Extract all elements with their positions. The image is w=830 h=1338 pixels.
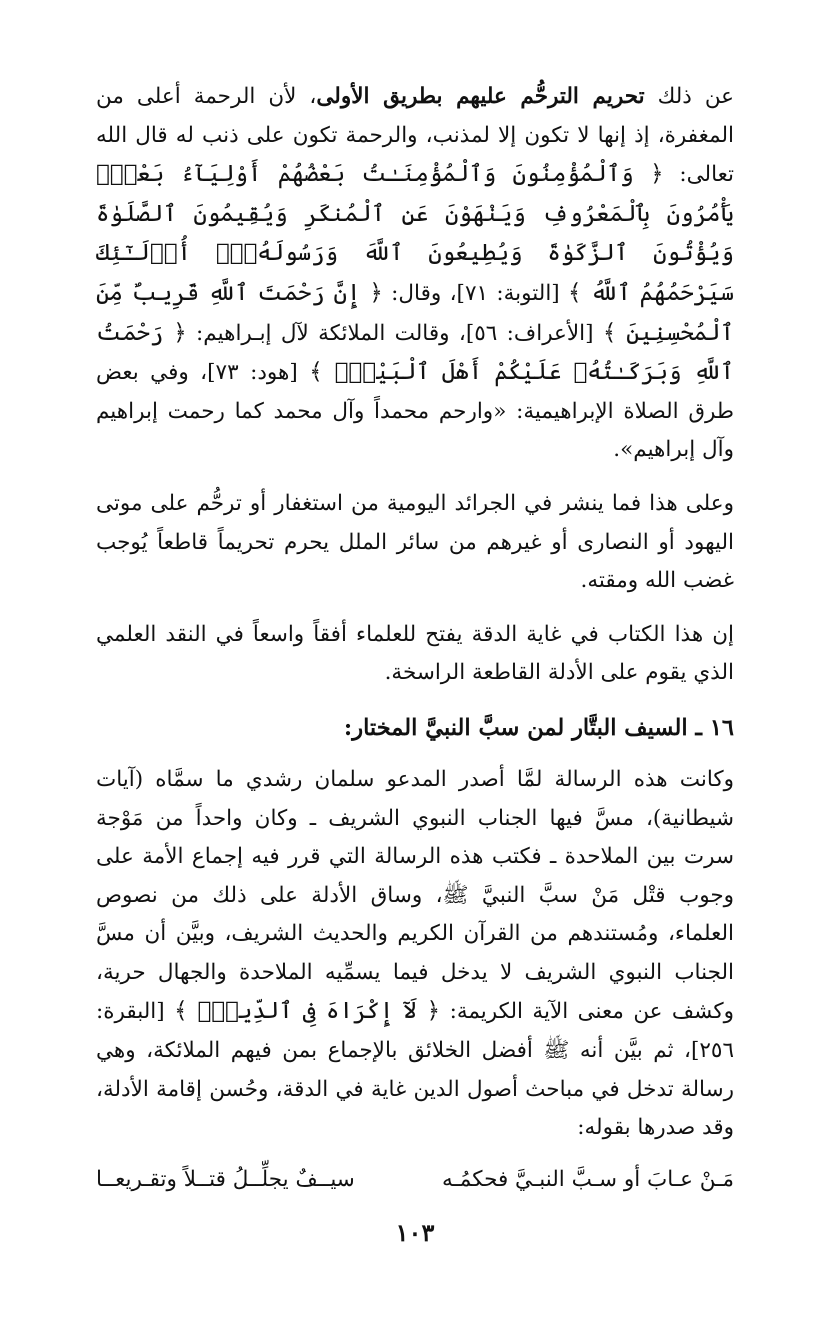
text: [البقرة: ٢٥٦]، ثم بيَّن أنه ﷺ أفضل الخلائق بالإجماع بمن فيهم الملائكة، وهي رسالة تدخل في مباحث أصول الدين غاية في الدقة، وحُسن إقامة الأدلة، وقد صدرها بقوله: [96, 999, 734, 1141]
page-body [96, 78, 734, 1199]
paragraph-prohibition-of-mercy [96, 78, 734, 470]
citation-text: [التوبة: ٧١]، وقال: [382, 280, 569, 306]
poetry-verse [96, 1161, 734, 1199]
bold-phrase: تحريم الترحُّم عليهم بطريق الأولى [316, 84, 645, 109]
verse-second-hemistich: سيــفٌ يجلِّــلُ قتــلاً وتقـريعــا [96, 1166, 355, 1192]
paragraph-newspapers: وعلى هذا فما ينشر في الجرائد اليومية من استغفار أو ترحُّم على موتى اليهود أو النصارى أو غيرهم من سائر الملل يحرم تحريماً قاطعاً يُوجب غضب الله ومقته. [96, 490, 734, 594]
quran-verse-baqarah: ﴿ لَآ إِكْرَاهَ فِى ٱلدِّينِۖ ﴾ [174, 998, 441, 1025]
text: عن ذلك [644, 84, 735, 109]
paragraph-treatise-description [96, 761, 734, 1148]
quran-verse-hud: ﴿ رَحْمَتُ ٱللَّهِ وَبَرَكَـٰتُهُۥ عَلَيْكُمْ أَهْلَ ٱلْبَيْتِۚ ﴾ [96, 319, 734, 386]
quran-verse-araf: ﴿ إِنَّ رَحْمَتَ ٱللَّهِ قَرِيبٌ مِّنَ ٱلْمُحْسِنِينَ ﴾ [96, 279, 734, 346]
verse-first-hemistich: مَـنْ عـابَ أو سـبَّ النبـيَّ فحكمُـه [441, 1166, 734, 1192]
page-number: ١٠٣ [395, 1218, 435, 1247]
text: ، لأن الرحمة أعلى من المغفرة، إذ إنها لا تكون إلا لمذنب، والرحمة تكون على ذنب له قال الله تعالى: [96, 84, 734, 188]
section-heading: ١٦ ـ السيف البتَّار لمن سبَّ النبيَّ المختار: [343, 714, 734, 741]
text: وكانت هذه الرسالة لمَّا أصدر المدعو سلمان رشدي ما سمَّاه (آيات شيطانية)، مسَّ فيها الجناب النبوي الشريف ـ وكان واحداً من مَوْجة سرت بين الملاحدة ـ فكتب هذه الرسالة التي قرر فيه إجماع الأمة على وجوب قتْل مَنْ سبَّ النبيَّ ﷺ، وساق الأدلة على ذلك من نصوص العلماء، ومُستندهم من القرآن الكريم والحديث الشريف، وبيَّن أن مسَّ الجناب النبوي الشريف لا يدخل فيما يسمِّيه الملاحدة والجهال حرية، وكشف عن معنى الآية الكريمة: [96, 766, 734, 1025]
citation-text: [هود: ٧٣]، وفي بعض طرق الصلاة الإبراهيمية: «وارحم محمداً وآل محمد كما رحمت إبراهيم وآل إبراهيم». [96, 360, 734, 463]
quran-verse-tawbah: ﴿ وَٱلْمُؤْمِنُونَ وَٱلْمُؤْمِنَـٰتُ بَعْضُهُمْ أَوْلِيَآءُ بَعْضٍۚ يَأْمُرُونَ بِٱلْمَعْرُوفِ وَيَنْهَوْنَ عَنِ ٱلْمُنكَرِ وَيُقِيمُونَ ٱلصَّلَوٰةَ وَيُؤْتُونَ ٱلزَّكَوٰةَ وَيُطِيعُونَ ٱللَّهَ وَرَسُولَهُۥٓۚ أُو۟لَـٰٓئِكَ سَيَرْحَمُهُمُ ٱللَّهُ ﴾ [96, 161, 734, 306]
citation-text: [الأعراف: ٥٦]، وقالت الملائكة لآل إبـراهيم: [186, 320, 603, 346]
paragraph-book-praise: إن هذا الكتاب في غاية الدقة يفتح للعلماء أفقاً واسعاً في النقد العلمي الذي يقوم على الأدلة القاطعة الراسخة. [96, 621, 734, 686]
